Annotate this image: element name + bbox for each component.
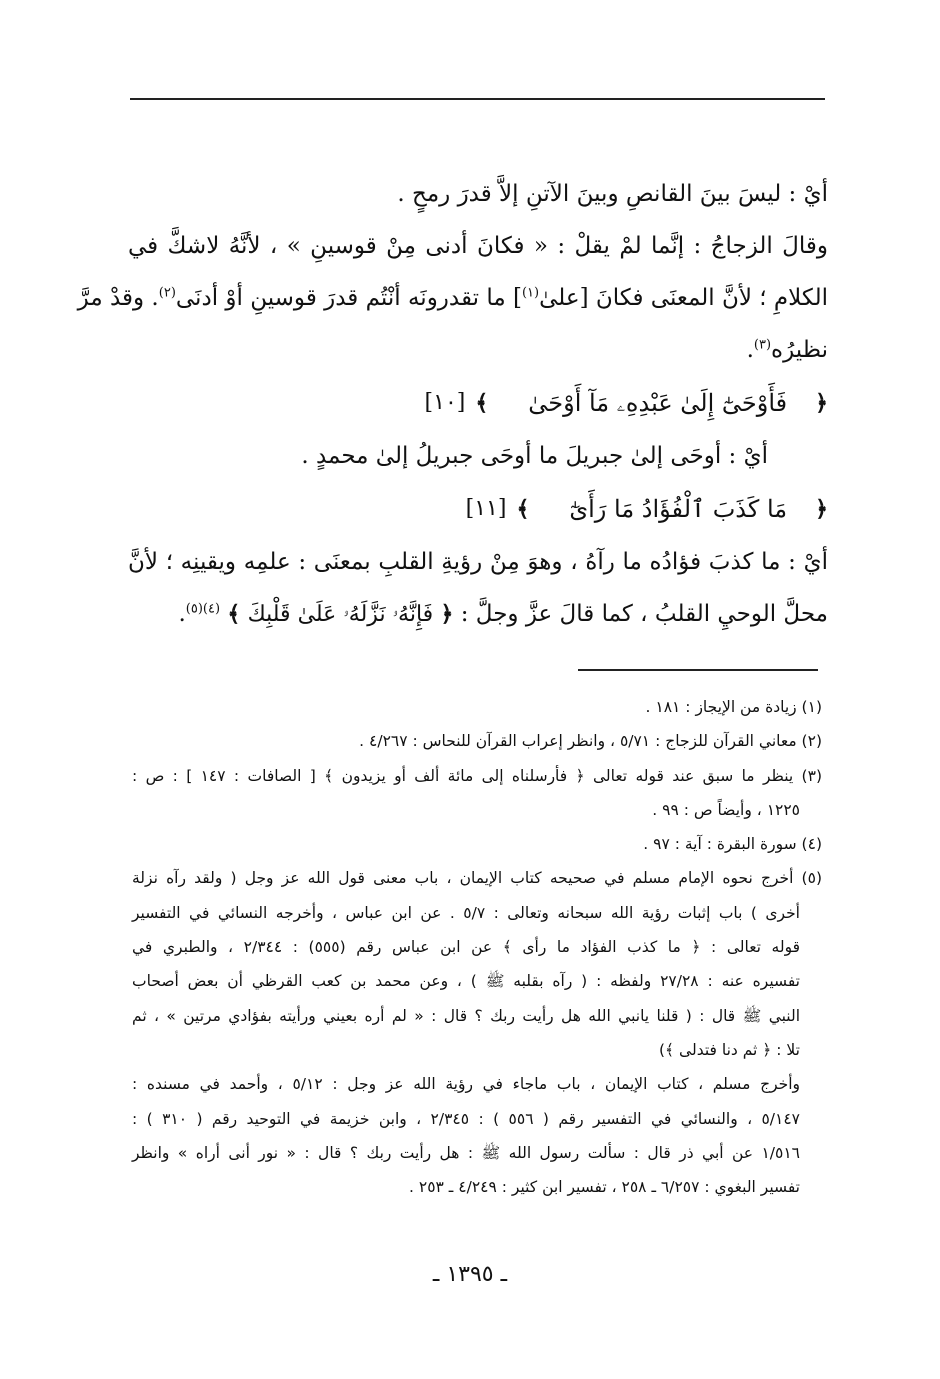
verse-open-bracket: ﴿ [815, 390, 828, 416]
footnote-5-line-1: (٥) أخرج نحوه الإمام مسلم في صحيحه كتاب الإيمان ، باب معنى قول الله عز وجل ( ولقد رآه نزلة [132, 869, 822, 888]
text-line-4b: . [746, 337, 754, 363]
footnote-5-line-4: تفسيره عنه : ٢٧/٢٨ ولفظه : ( رآه بقلبه ﷺ ) ، وعن محمد بن كعب القرظي أن بعض أصحاب [132, 972, 800, 991]
footnote-ref-4-5[interactable]: (٤)(٥) [185, 601, 221, 617]
footnote-5-line-8: ٥/١٤٧ ، والنسائي في التفسير رقم ( ٥٥٦ ) : ٢/٣٤٥ ، وابن خزيمة في التوحيد رقم ( ٣١٠ ) : [132, 1109, 800, 1128]
verse-close-bracket: ﴾ [475, 390, 489, 416]
text-line-3b: ] ما تقدرونَه أنْتُم قدرَ قوسينِ أوْ أدنَى [175, 285, 522, 311]
footnote-1: (١) زيادة من الإيجاز : ١٨١ . [645, 698, 822, 716]
footnote-5-line-10: تفسير البغوي : ٦/٢٥٧ ـ ٢٥٨ ، تفسير ابن كثير : ٤/٢٤٩ ـ ٢٥٣ . [409, 1178, 800, 1197]
footnote-5-line-3: قوله تعالى : ﴿ ما كذب الفؤاد ما رأى ﴾ عن ابن عباس رقم (٥٥٥) : ٢/٣٤٤ ، والطبري في [132, 938, 801, 957]
footnote-3-line-2: ١٢٢٥ ، وأيضاً ص : ٩٩ . [652, 800, 800, 819]
footnote-ref-2[interactable]: (٢) [158, 285, 176, 301]
footnotes [132, 690, 822, 1204]
inline-verse-close: ﴾ [227, 601, 241, 627]
verse-open-bracket: ﴿ [815, 496, 828, 522]
footnote-5-line-7: وأخرج مسلم ، كتاب الإيمان ، باب ماجاء في رؤية الله عز وجل : ٥/١٢ ، وأحمد في مسنده : [132, 1075, 800, 1094]
footnote-2: (٢) معاني القرآن للزجاج : ٥/٧١ ، وانظر إعراب القرآن للنحاس : ٤/٢٦٧ . [359, 732, 822, 751]
text-line-7a: محلَّ الوحيِ القلبُ ، كما قالَ عزَّ وجلَّ : [460, 601, 828, 627]
text-line-5: أيْ : أوحَى إلىٰ جبريلَ ما أوحَى جبريلُ إلىٰ محمدٍ . [301, 443, 768, 469]
text-line-2: وقالَ الزجاجُ : إنَّما لمْ يقلْ : « فكانَ أدنى مِنْ قوسينِ » ، لأنَّهُ لاشكَّ في [128, 233, 828, 259]
text-line-3a: الكلامِ ؛ لأنَّ المعنَى فكانَ [علىٰ [539, 285, 828, 311]
text-line-4a: نظيرُه [771, 337, 828, 363]
verse-line-11 [128, 482, 828, 536]
text-line-7 [128, 588, 828, 640]
footnote-5-line-2: أخرى ) باب إثبات رؤية الله سبحانه وتعالى : ٥/٧ . عن ابن عباس ، وأخرجه النسائي في التفسير [132, 903, 800, 922]
page-number: ـ ١٣٩٥ ـ [432, 1262, 508, 1287]
text-line-4 [128, 324, 828, 376]
inline-verse-text: فَإِنَّهُۥ نَزَّلَهُۥ عَلَىٰ قَلْبِكَ [247, 602, 434, 627]
verse-text-10: فَأَوْحَىٰٓ إِلَىٰ عَبْدِهِۦ مَآ أَوْحَىٰ [528, 389, 788, 417]
text-line-1-content: أيْ : ليسَ بينَ القانصِ وبينَ الآتنِ إلاَّ قدرَ رمحٍ . [397, 181, 828, 207]
inline-verse-open: ﴿ [440, 601, 454, 627]
footnote-rule [578, 669, 818, 671]
footnote-5-line-6: تلا : ﴿ ثم دنا فتدلى ﴾) [659, 1040, 800, 1059]
text-line-1 [128, 168, 828, 220]
text-line-3 [77, 272, 828, 324]
footnote-ref-1[interactable]: (١) [521, 285, 540, 301]
footnote-3-line-1: (٣) ينظر ما سبق عند قوله تعالى ﴿ فأرسلناه إلى مائة ألف أو يزيدون ﴾ [ الصافات : ١٤٧ ] : ص : [132, 766, 822, 785]
verse-text-11: مَا كَذَبَ ٱلْفُؤَادُ مَا رَأَىٰٓ [569, 495, 788, 523]
verse-number-11: [١١] [465, 496, 507, 521]
footnote-4: (٤) سورة البقرة : آية : ٩٧ . [643, 835, 822, 854]
footnote-5-line-5: النبي ﷺ قال : ( قلنا يانبي الله هل رأيت ربك ؟ قال : « لم أره بعيني ورأيته بفؤادي مرتين » ، ثم [132, 1006, 800, 1025]
text-line-7-end: . [178, 601, 186, 627]
footnote-ref-3[interactable]: (٣) [753, 337, 772, 353]
header-rule [130, 98, 825, 100]
verse-line-10 [128, 376, 828, 430]
text-line-3c: . وقدْ مرَّ [77, 285, 159, 311]
main-text [77, 168, 828, 640]
verse-close-bracket: ﴾ [516, 496, 530, 522]
footnote-5-line-9: ١/٥١٦ عن أبي ذر قال : سألت رسول الله ﷺ : هل رأيت ربك ؟ قال : « نور أنى أراه » وانظر [132, 1143, 800, 1162]
text-line-6: أيْ : ما كذبَ فؤادُه ما رآهُ ، وهوَ مِنْ رؤيةِ القلبِ بمعنَى : علمِه ويقينِه ؛ لأنَّ [128, 549, 828, 575]
verse-number-10: [١٠] [424, 390, 466, 415]
